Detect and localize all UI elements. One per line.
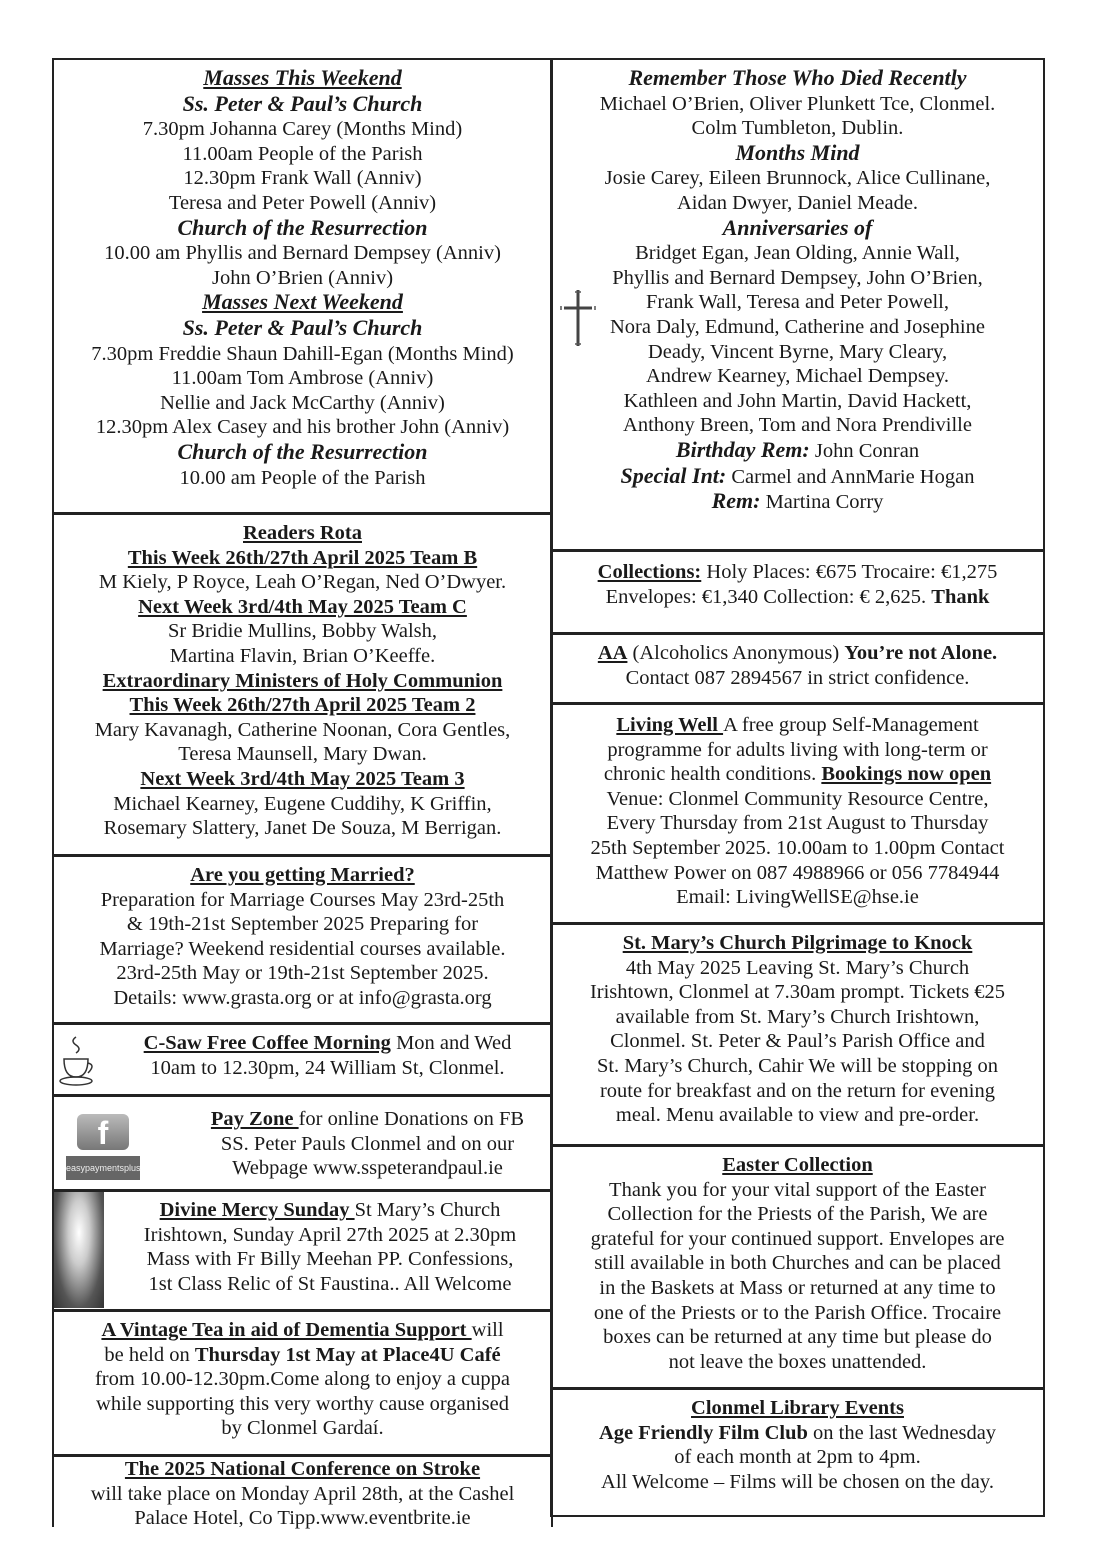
text-line xyxy=(54,1343,551,1368)
text-line xyxy=(109,1247,551,1272)
text-line xyxy=(54,1367,551,1392)
text-line xyxy=(552,1103,1043,1128)
body-text: one of the Priests or to the Parish Office. Trocaire xyxy=(593,1301,1002,1324)
heading-text: AA xyxy=(597,642,628,664)
heading-text: St. Mary’s Church Pilgrimage to Knock xyxy=(622,932,973,954)
text-line xyxy=(54,742,551,767)
heading-text: Are you getting Married? xyxy=(190,864,415,886)
text-line xyxy=(552,464,1043,490)
knock-pilgrimage-box xyxy=(550,923,1045,1146)
text-line xyxy=(552,116,1043,141)
body-text: on the last Wednesday xyxy=(807,1421,997,1444)
body-text: Contact 087 2894567 in strict confidence. xyxy=(625,666,970,689)
text-line xyxy=(552,1251,1043,1276)
text-line xyxy=(552,560,1043,585)
text-line xyxy=(552,1054,1043,1079)
body-text: Matthew Power on 087 4988966 or 056 7784944 xyxy=(595,861,1000,884)
stroke-conference-box xyxy=(52,1455,553,1530)
text-line xyxy=(552,836,1043,861)
body-text: 10.00 am People of the Parish xyxy=(179,466,426,489)
text-line xyxy=(54,241,551,266)
body-text: Irishtown, Sunday April 27th 2025 at 2.30pm xyxy=(143,1223,517,1246)
marriage-box xyxy=(52,855,553,1024)
body-text: 7.30pm Freddie Shaun Dahill-Egan (Months Mind) xyxy=(91,342,514,365)
text-line xyxy=(552,861,1043,886)
body-text: Rosemary Slattery, Janet De Souza, M Berrigan. xyxy=(103,817,502,840)
remember-box xyxy=(550,58,1045,551)
body-text: Josie Carey, Eileen Brunnock, Alice Cullinane, xyxy=(604,167,991,190)
body-text: Details: www.grasta.org or at info@grasta.org xyxy=(113,986,492,1009)
text-line xyxy=(552,266,1043,291)
body-text: Anthony Breen, Tom and Nora Prendiville xyxy=(623,414,972,437)
heading-text: Readers Rota xyxy=(243,522,362,544)
text-line xyxy=(552,389,1043,414)
easter-collection-box xyxy=(550,1145,1045,1389)
text-line xyxy=(54,117,551,142)
text-line xyxy=(552,1470,1043,1495)
heading-text: Living Well xyxy=(616,714,724,736)
text-line xyxy=(552,66,1043,92)
text-line xyxy=(552,980,1043,1005)
body-text: still available in both Churches and can be placed xyxy=(594,1252,1001,1275)
readers-rota-box xyxy=(52,513,553,856)
body-text: from 10.00-12.30pm.Come along to enjoy a cuppa xyxy=(94,1368,511,1391)
text-line xyxy=(552,489,1043,515)
body-text: John Conran xyxy=(809,439,920,462)
text-line xyxy=(54,66,551,92)
body-text: not leave the boxes unattended. xyxy=(668,1350,927,1373)
text-line xyxy=(552,216,1043,242)
text-line xyxy=(54,342,551,367)
text-line xyxy=(552,1079,1043,1104)
body-text: 4th May 2025 Leaving St. Mary’s Church xyxy=(625,956,970,979)
body-text: 11.00am Tom Ambrose (Anniv) xyxy=(171,367,434,390)
body-text: by Clonmel Gardaí. xyxy=(221,1417,384,1440)
body-text: Envelopes: €1,340 Collection: € 2,625. xyxy=(605,585,932,608)
body-text: Thank you for your vital support of the Easter xyxy=(609,1178,986,1201)
text-line xyxy=(552,438,1043,464)
body-text: Marriage? Weekend residential courses available. xyxy=(99,937,506,960)
body-text: Mon and Wed xyxy=(390,1032,512,1054)
text-line xyxy=(552,1202,1043,1227)
divine-mercy-image xyxy=(54,1192,104,1308)
heading-text: You’re not Alone. xyxy=(844,642,998,664)
text-line xyxy=(552,1421,1043,1446)
text-line xyxy=(552,713,1043,738)
heading-text: This Week 26th/27th April 2025 Team B xyxy=(127,546,478,569)
text-line xyxy=(54,1482,551,1507)
easypayments-logo: easypaymentsplus xyxy=(66,1156,140,1180)
text-line xyxy=(552,811,1043,836)
text-line xyxy=(54,595,551,620)
text-line xyxy=(54,718,551,743)
text-line xyxy=(54,570,551,595)
body-text: Palace Hotel, Co Tipp.www.eventbrite.ie xyxy=(134,1507,471,1530)
text-line xyxy=(552,241,1043,266)
body-text: Martina Flavin, Brian O’Keeffe. xyxy=(169,644,436,667)
text-line xyxy=(54,693,551,718)
text-line xyxy=(552,738,1043,763)
body-text: Nora Daly, Edmund, Catherine and Josephine xyxy=(610,315,985,338)
body-text: Michael Kearney, Eugene Cuddihy, K Griffin, xyxy=(113,792,492,815)
heading-text: Extraordinary Ministers of Holy Communion xyxy=(102,669,503,692)
body-text: Aidan Dwyer, Daniel Meade. xyxy=(676,191,919,214)
heading-text: This Week 26th/27th April 2025 Team 2 xyxy=(129,694,476,717)
heading-text: Church of the Resurrection xyxy=(177,214,428,240)
text-line xyxy=(54,316,551,342)
text-line xyxy=(54,792,551,817)
text-line xyxy=(184,1156,551,1181)
text-line xyxy=(552,1350,1043,1375)
text-line xyxy=(54,1392,551,1417)
body-text: 11.00am People of the Parish xyxy=(182,142,423,165)
body-text: 1st Class Relic of St Faustina.. All Welcome xyxy=(148,1272,512,1295)
text-line xyxy=(109,1223,551,1248)
text-line xyxy=(552,1153,1043,1178)
text-line xyxy=(552,585,1043,610)
text-line xyxy=(54,767,551,792)
text-line xyxy=(54,415,551,440)
body-text: Andrew Kearney, Michael Dempsey. xyxy=(645,365,949,388)
heading-text: Remember Those Who Died Recently xyxy=(628,65,967,90)
heading-text: A Vintage Tea in aid of Dementia Support xyxy=(101,1319,472,1341)
heading-text: Clonmel Library Events xyxy=(691,1397,904,1419)
text-line xyxy=(54,521,551,546)
text-line xyxy=(109,1272,551,1297)
text-line xyxy=(54,619,551,644)
body-text: in the Baskets at Mass or returned at any time to xyxy=(599,1276,996,1299)
heading-text: Pay Zone xyxy=(210,1108,299,1130)
text-line xyxy=(552,1301,1043,1326)
heading-text: Special Int: xyxy=(620,462,727,488)
text-line xyxy=(552,191,1043,216)
text-line xyxy=(109,1198,551,1223)
heading-text: Easter Collection xyxy=(722,1154,873,1176)
body-text: Colm Tumbleton, Dublin. xyxy=(691,117,904,140)
body-text: boxes can be returned at any time but please do xyxy=(603,1326,992,1349)
body-text: Holy Places: €675 Trocaire: €1,275 xyxy=(701,561,998,583)
facebook-icon: f xyxy=(77,1114,129,1150)
body-text: St. Mary’s Church, Cahir We will be stopping on xyxy=(596,1054,999,1077)
body-text: Nellie and Jack McCarthy (Anniv) xyxy=(160,391,445,414)
heading-text: Anniversaries of xyxy=(722,214,873,240)
text-line xyxy=(184,1107,551,1132)
body-text: Webpage www.sspeterandpaul.ie xyxy=(232,1157,503,1180)
body-text: Collection for the Priests of the Parish, We are xyxy=(607,1203,988,1226)
text-line xyxy=(54,466,551,491)
body-text: be held on xyxy=(104,1343,195,1366)
text-line xyxy=(552,166,1043,191)
heading-text: Rem: xyxy=(711,488,761,514)
body-text: Every Thursday from 21st August to Thursday xyxy=(606,812,989,835)
body-text: for online Donations on FB xyxy=(298,1108,525,1130)
body-text: Frank Wall, Teresa and Peter Powell, xyxy=(645,291,949,314)
text-line xyxy=(552,1396,1043,1421)
masses-box xyxy=(52,58,553,514)
heading-text: Collections: xyxy=(597,561,702,583)
text-line xyxy=(54,366,551,391)
heading-text: C-Saw Free Coffee Morning xyxy=(143,1032,391,1054)
living-well-box xyxy=(550,703,1045,924)
text-line xyxy=(54,1416,551,1441)
body-text: Martina Corry xyxy=(760,491,884,514)
text-line xyxy=(54,644,551,669)
text-line xyxy=(54,391,551,416)
text-line xyxy=(552,885,1043,910)
text-line xyxy=(104,1056,551,1081)
text-line xyxy=(54,92,551,118)
body-text: Deady, Vincent Byrne, Mary Cleary, xyxy=(647,340,948,363)
text-line xyxy=(552,340,1043,365)
heading-text: Bookings now open xyxy=(821,763,992,786)
text-line xyxy=(552,1325,1043,1350)
body-text: Mass with Fr Billy Meehan PP. Confessions, xyxy=(146,1248,514,1271)
text-line xyxy=(54,142,551,167)
text-line xyxy=(552,1276,1043,1301)
text-line xyxy=(54,216,551,242)
text-line xyxy=(552,787,1043,812)
body-text: Michael O’Brien, Oliver Plunkett Tce, Clonmel. xyxy=(599,92,996,115)
body-text: Bridget Egan, Jean Olding, Annie Wall, xyxy=(635,242,960,265)
body-text: & 19th-21st September 2025 Preparing for xyxy=(126,913,479,936)
text-line xyxy=(54,1318,551,1343)
text-line xyxy=(552,1005,1043,1030)
divine-mercy-box xyxy=(52,1190,553,1311)
body-text: Irishtown, Clonmel at 7.30am prompt. Tickets €25 xyxy=(589,981,1006,1004)
text-line xyxy=(552,364,1043,389)
text-line xyxy=(184,1132,551,1157)
body-text: available from St. Mary’s Church Irishtown, xyxy=(615,1005,980,1028)
body-text: Carmel and AnnMarie Hogan xyxy=(726,465,975,488)
text-line xyxy=(54,290,551,316)
body-text: while supporting this very worthy cause organised xyxy=(96,1392,509,1415)
text-line xyxy=(54,440,551,466)
body-text: Preparation for Marriage Courses May 23rd-25th xyxy=(100,888,505,911)
body-text: meal. Menu available to view and pre-order. xyxy=(615,1104,980,1127)
library-events-box xyxy=(550,1388,1045,1517)
text-line xyxy=(54,986,551,1011)
coffee-cup-icon xyxy=(58,1033,98,1088)
text-line xyxy=(552,666,1043,691)
text-line xyxy=(552,1227,1043,1252)
heading-text: The 2025 National Conference on Stroke xyxy=(124,1458,481,1480)
body-text: Phyllis and Bernard Dempsey, John O’Brien, xyxy=(612,266,983,289)
heading-text: Next Week 3rd/4th May 2025 Team 3 xyxy=(140,767,465,790)
collections-box xyxy=(550,550,1045,634)
text-line xyxy=(104,1031,551,1056)
text-line xyxy=(54,546,551,571)
body-text: M Kiely, P Royce, Leah O’Regan, Ned O’Dwyer. xyxy=(98,571,507,594)
body-text: 12.30pm Alex Casey and his brother John (Anniv) xyxy=(95,416,510,439)
coffee-morning-box xyxy=(52,1023,553,1096)
text-line xyxy=(552,1178,1043,1203)
text-line xyxy=(552,315,1043,340)
heading-text: Masses This Weekend xyxy=(203,65,402,90)
body-text: All Welcome – Films will be chosen on the day. xyxy=(601,1470,994,1493)
heading-text: Next Week 3rd/4th May 2025 Team C xyxy=(138,595,467,618)
body-text: Venue: Clonmel Community Resource Centre, xyxy=(606,787,989,810)
heading-text: Thursday 1st May at Place4U Café xyxy=(194,1343,501,1366)
text-line xyxy=(552,956,1043,981)
body-text: Sr Bridie Mullins, Bobby Walsh, xyxy=(167,620,438,643)
text-line xyxy=(552,931,1043,956)
body-text: 7.30pm Johanna Carey (Months Mind) xyxy=(142,118,463,141)
body-text: route for breakfast and on the return for evening xyxy=(599,1079,996,1102)
heading-text: Church of the Resurrection xyxy=(177,438,428,464)
text-line xyxy=(54,816,551,841)
text-line xyxy=(54,191,551,216)
aa-box xyxy=(550,633,1045,704)
text-line xyxy=(552,1029,1043,1054)
heading-text: Ss. Peter & Paul’s Church xyxy=(182,314,423,340)
body-text: SS. Peter Pauls Clonmel and on our xyxy=(220,1132,515,1155)
body-text: Clonmel. St. Peter & Paul’s Parish Office and xyxy=(610,1030,985,1053)
body-text: 12.30pm Frank Wall (Anniv) xyxy=(183,167,422,190)
text-line xyxy=(54,863,551,888)
vintage-tea-box xyxy=(52,1310,553,1456)
text-line xyxy=(54,266,551,291)
body-text: (Alcoholics Anonymous) xyxy=(627,642,845,664)
body-text: Teresa and Peter Powell (Anniv) xyxy=(168,191,437,214)
body-text: 25th September 2025. 10.00am to 1.00pm Contact xyxy=(590,836,1005,859)
heading-text: Ss. Peter & Paul’s Church xyxy=(182,90,423,116)
body-text: A free group Self-Management xyxy=(723,714,979,736)
body-text: St Mary’s Church xyxy=(354,1199,501,1221)
body-text: 10am to 12.30pm, 24 William St, Clonmel. xyxy=(150,1056,505,1079)
cross-icon xyxy=(558,288,598,348)
text-line xyxy=(552,1445,1043,1470)
body-text: Email: LivingWellSE@hse.ie xyxy=(676,886,919,909)
body-text: Mary Kavanagh, Catherine Noonan, Cora Gentles, xyxy=(94,718,511,741)
body-text: will xyxy=(471,1319,504,1341)
body-text: Teresa Maunsell, Mary Dwan. xyxy=(178,743,427,766)
text-line xyxy=(552,290,1043,315)
text-line xyxy=(54,1457,551,1482)
heading-text: Masses Next Weekend xyxy=(202,289,403,315)
text-line xyxy=(54,937,551,962)
body-text: 23rd-25th May or 19th-21st September 2025. xyxy=(116,962,489,985)
text-line xyxy=(54,888,551,913)
text-line xyxy=(54,912,551,937)
heading-text: Divine Mercy Sunday xyxy=(159,1199,355,1221)
text-line xyxy=(552,141,1043,167)
body-text: of each month at 2pm to 4pm. xyxy=(674,1446,921,1469)
text-line xyxy=(54,961,551,986)
heading-text: Thank xyxy=(931,585,990,608)
body-text: chronic health conditions. xyxy=(603,763,822,786)
text-line xyxy=(552,92,1043,117)
text-line xyxy=(54,669,551,694)
text-line xyxy=(552,762,1043,787)
body-text: programme for adults living with long-term or xyxy=(607,738,988,761)
heading-text: Age Friendly Film Club xyxy=(598,1421,808,1444)
text-line xyxy=(552,641,1043,666)
body-text: grateful for your continued support. Envelopes are xyxy=(590,1227,1005,1250)
body-text: Kathleen and John Martin, David Hackett, xyxy=(623,389,972,412)
text-line xyxy=(54,166,551,191)
body-text: will take place on Monday April 28th, at the Cashel xyxy=(90,1482,515,1505)
heading-text: Birthday Rem: xyxy=(675,436,810,462)
text-line xyxy=(54,1506,551,1531)
text-line xyxy=(552,413,1043,438)
body-text: John O’Brien (Anniv) xyxy=(211,266,394,289)
heading-text: Months Mind xyxy=(735,139,860,165)
body-text: 10.00 am Phyllis and Bernard Dempsey (Anniv) xyxy=(104,242,501,265)
